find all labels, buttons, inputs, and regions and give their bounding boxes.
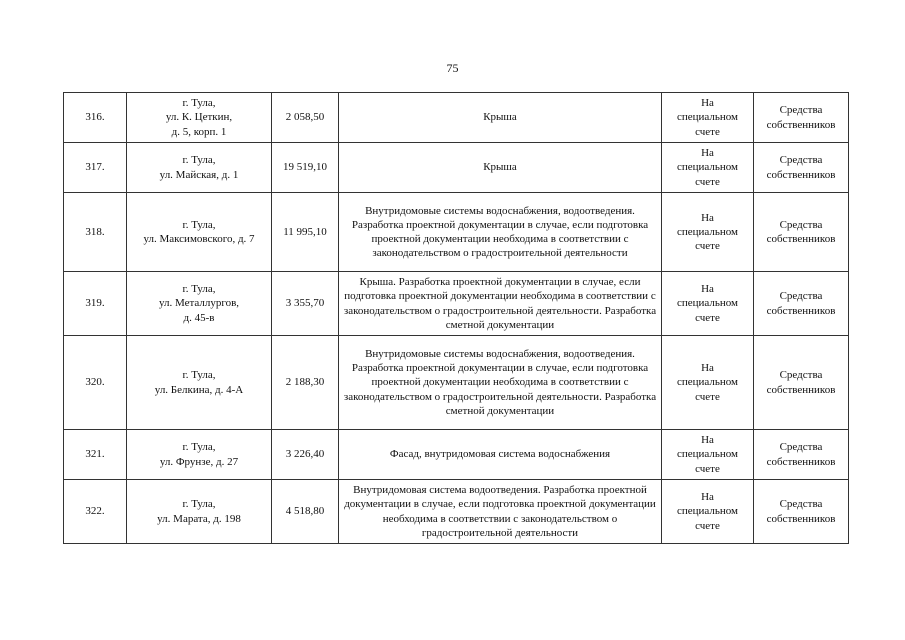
row-number: 320. [64,336,127,430]
area-cell: 4 518,80 [272,480,339,544]
account-cell: На специальном счете [662,480,754,544]
area-cell: 11 995,10 [272,193,339,272]
register-table [63,92,849,544]
address-cell: г. Тула, ул. Майская, д. 1 [127,143,272,193]
funding-source-cell: Средства собственников [754,93,849,143]
page-number: 75 [446,61,459,75]
address-cell: г. Тула, ул. Металлургов, д. 45-в [127,272,272,336]
row-number: 318. [64,193,127,272]
area-cell: 2 058,50 [272,93,339,143]
table-row [64,430,849,480]
account-cell: На специальном счете [662,93,754,143]
row-number: 321. [64,430,127,480]
funding-source-cell: Средства собственников [754,193,849,272]
area-cell: 3 355,70 [272,272,339,336]
table-row [64,193,849,272]
work-type-cell: Фасад, внутридомовая система водоснабжения [339,430,662,480]
address-cell: г. Тула, ул. Максимовского, д. 7 [127,193,272,272]
work-type-cell: Крыша [339,143,662,193]
table-row [64,336,849,430]
table-row [64,272,849,336]
table-row [64,143,849,193]
account-cell: На специальном счете [662,193,754,272]
row-number: 316. [64,93,127,143]
account-cell: На специальном счете [662,143,754,193]
area-cell: 19 519,10 [272,143,339,193]
work-type-cell: Внутридомовая система водоотведения. Разработка проектной документации в случае, если подготовка проектной документации необходима в соответствии с законодательством о градостроительной деятельности [339,480,662,544]
area-cell: 2 188,30 [272,336,339,430]
row-number: 322. [64,480,127,544]
address-cell: г. Тула, ул. Белкина, д. 4-А [127,336,272,430]
account-cell: На специальном счете [662,336,754,430]
row-number: 317. [64,143,127,193]
work-type-cell: Внутридомовые системы водоснабжения, водоотведения. Разработка проектной документации в случае, если подготовка проектной документации необходима в соответствии с законодательством о градостроительной деятельности [339,193,662,272]
work-type-cell: Крыша [339,93,662,143]
table-row [64,480,849,544]
funding-source-cell: Средства собственников [754,272,849,336]
address-cell: г. Тула, ул. К. Цеткин, д. 5, корп. 1 [127,93,272,143]
address-cell: г. Тула, ул. Марата, д. 198 [127,480,272,544]
funding-source-cell: Средства собственников [754,430,849,480]
area-cell: 3 226,40 [272,430,339,480]
funding-source-cell: Средства собственников [754,480,849,544]
funding-source-cell: Средства собственников [754,336,849,430]
address-cell: г. Тула, ул. Фрунзе, д. 27 [127,430,272,480]
funding-source-cell: Средства собственников [754,143,849,193]
account-cell: На специальном счете [662,430,754,480]
work-type-cell: Крыша. Разработка проектной документации в случае, если подготовка проектной документации необходима в соответствии с законодательством о градостроительной деятельности. Разработка сметной документации [339,272,662,336]
work-type-cell: Внутридомовые системы водоснабжения, водоотведения. Разработка проектной документации в случае, если подготовка проектной документации необходима в соответствии с законодательством о градостроительной деятельности. Разработка сметной документации [339,336,662,430]
row-number: 319. [64,272,127,336]
account-cell: На специальном счете [662,272,754,336]
table-row [64,93,849,143]
